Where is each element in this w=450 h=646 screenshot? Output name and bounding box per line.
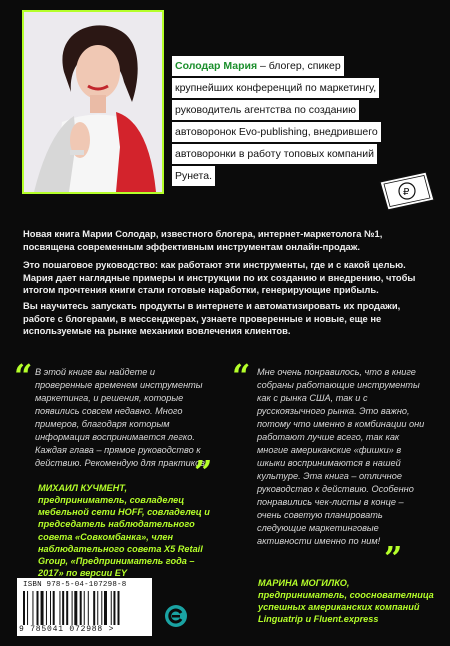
barcode-bar xyxy=(80,591,82,625)
description-paragraph: Это пошаговое руководство: как работают эти инструменты, где и с какой целью. Мария дает наглядные примеры и инструкции по их созданию и внедрению, чтобы итогом прочтения книги стали готовые наработки, генерирующие прибыль. xyxy=(23,259,416,296)
barcode xyxy=(23,591,147,625)
reviewer-name: МИХАИЛ КУЧМЕНТ, xyxy=(38,483,128,493)
bio-line: Рунета. xyxy=(172,166,215,186)
svg-text:₽: ₽ xyxy=(403,187,410,198)
publisher-logo-icon xyxy=(164,604,188,628)
bio-line: автоворонки в работу топовых компаний xyxy=(172,144,377,164)
barcode-bar xyxy=(93,591,95,625)
barcode-number: 9 785041 072988 > xyxy=(19,625,115,634)
barcode-bar xyxy=(37,591,39,625)
barcode-bar xyxy=(118,591,120,625)
isbn-label: ISBN 978-5-04-107298-8 xyxy=(23,581,127,589)
barcode-bar xyxy=(88,591,89,625)
barcode-bar xyxy=(32,591,33,625)
bio-line: руководитель агентства по созданию xyxy=(172,100,359,120)
barcode-bar xyxy=(23,591,25,625)
review-quote-text: Мне очень понравилось, что в книге собраны работающие инструменты как с рынка США, так и с русскоязычного рынка. Это важно, потому что именно в комбинации они работают лучше всего, так как многие американские «фишки» в шкыки воспринимаются в нашей культуре. Эта книга – отличное руководство к действию. Особенно понравились чек-листы в конце – очень советую планировать следующие маркетинговые активности именно по ним! xyxy=(257,367,425,546)
barcode-bar xyxy=(41,591,44,625)
description-paragraph: Новая книга Марии Солодар, известного блогера, интернет-маркетолога №1, посвящена современным эффективным инструментам онлайн-продаж. xyxy=(23,228,383,252)
review-quote-text: В этой книге вы найдете и проверенные временем инструменты маркетинга, и решения, которые появились совсем недавно. Много примеров, благодаря которым информация воспринимается легко. Каждая глава – прямое руководство к действию. Рекомендую для практиков. xyxy=(35,367,208,468)
description-paragraph: Вы научитесь запускать продукты в интернете и автоматизировать их продажи, работе с блогерами, в мессенджерах, узнаете проверенные и новые, еще не используемые на рынке механики вовлечения клиентов. xyxy=(23,300,401,337)
ruble-banknote-icon xyxy=(376,170,438,214)
bio-line: крупнейших конференций по маркетингу, xyxy=(172,78,379,98)
barcode-bar xyxy=(84,591,85,625)
barcode-bar xyxy=(62,591,64,625)
close-quote-icon: ” xyxy=(384,539,400,577)
barcode-bar xyxy=(72,591,73,625)
reviewer-description: предприниматель, совладелец мебельной сети HOFF, совладелец и председатель наблюдательного совета «Совкомбанка», член наблюдательного совета X5 Retail Group, «Предприниматель года – 2017» по версии EY xyxy=(38,495,210,579)
author-photo xyxy=(24,12,162,192)
barcode-bar xyxy=(46,591,47,625)
open-quote-icon: “ xyxy=(232,357,248,395)
author-bio xyxy=(172,56,407,188)
barcode-bar xyxy=(74,591,77,625)
reviewer-name: МАРИНА МОГИЛКО, xyxy=(258,578,350,588)
barcode-bar xyxy=(111,591,112,625)
barcode-bar xyxy=(50,591,51,625)
barcode-bar xyxy=(27,591,28,625)
bio-line: автоворонок Evo-publishing, внедрившего xyxy=(172,122,381,142)
open-quote-icon: “ xyxy=(14,357,30,395)
author-photo-frame xyxy=(22,10,164,194)
barcode-bar xyxy=(59,591,60,625)
barcode-bar xyxy=(101,591,102,625)
bio-line: Солодар Мария – блогер, спикер xyxy=(172,56,344,76)
barcode-bar xyxy=(113,591,115,625)
close-quote-icon: ” xyxy=(194,453,210,491)
barcode-bar xyxy=(53,591,55,625)
barcode-bar xyxy=(97,591,98,625)
barcode-bar xyxy=(104,591,107,625)
barcode-bar xyxy=(66,591,68,625)
author-name: Солодар Мария xyxy=(175,60,258,72)
reviewer-description: предприниматель, сооснователница успешных американских компаний Linguatrip и Fluent.express xyxy=(258,590,434,625)
isbn-block xyxy=(17,578,152,636)
